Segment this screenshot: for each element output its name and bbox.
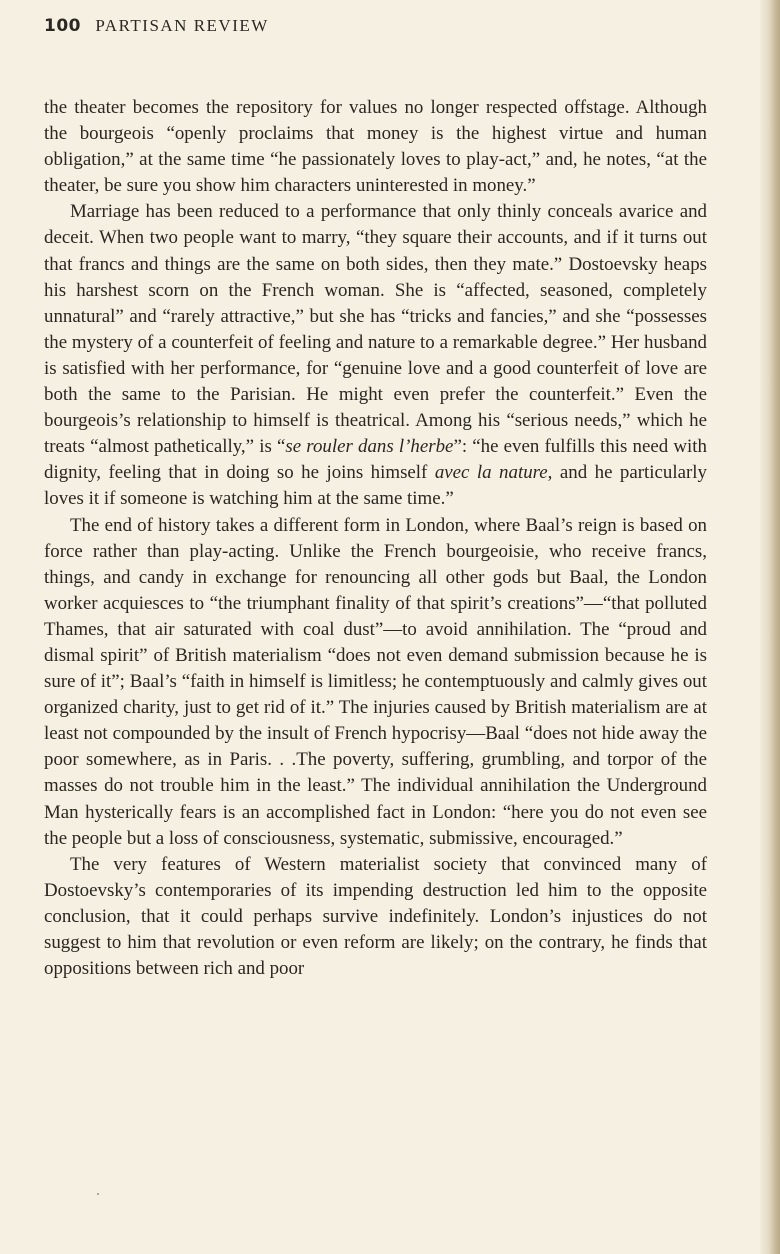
paragraph bbox=[44, 513, 707, 852]
text-run: the theater becomes the repository for values no longer respected offstage. Although the bourgeois “openly proclaims that money is the highest virtue and human obligation,” at the same time “he passionately loves to play-act,” and, he notes, “at the theater, be sure you show him characters uninterested in money.” bbox=[44, 97, 707, 197]
text-run: , and he particularly loves it if someone is watching him at the same time.” bbox=[44, 462, 707, 510]
running-head bbox=[44, 16, 269, 36]
page-speck bbox=[97, 1193, 99, 1195]
text-run: ”: “he even fulfills this need with dignity, feeling that in doing so he joins himself bbox=[44, 436, 707, 484]
text-run: Marriage has been reduced to a performance that only thinly conceals avarice and deceit. When two people want to marry, “they square their accounts, and if it turns out that francs and things are the same on both sides, then they mate.” Dostoevsky heaps his harshest scorn on the French woman. She is “affected, seasoned, completely unnatural” and “rarely attractive,” but she has “tricks and fancies,” and she “possesses the mystery of a counterfeit of feeling and nature to a remarkable degree.” Her husband is satisfied with her performance, for “genuine love and a good counterfeit of love are both the same to the Parisian. He might even prefer the counterfeit.” Even the bourgeois’s relationship to himself is theatrical. Among his “serious needs,” which he treats “almost pathetically,” is “ bbox=[44, 201, 707, 458]
text-run: The end of history takes a different form in London, where Baal’s reign is based on force rather than play-acting. Unlike the French bourgeoisie, who receive francs, things, and candy in exchange for renouncing all other gods but Baal, the London worker acquiesces to “the triumphant finality of that spirit’s creations”—“that polluted Thames, that air saturated with coal dust”—to avoid annihilation. The “proud and dismal spirit” of British materialism “does not even demand submission because he is sure of it”; Baal’s “faith in himself is limitless; he contemptuously and calmly gives out organized charity, just to get rid of it.” The injuries caused by British materialism are at least not compounded by the insult of French hypocrisy—Baal “does not hide away the poor somewhere, as in Paris. . .The poverty, suffering, grumbling, and torpor of the masses do not trouble him in the least.” The individual annihilation the Underground Man hysterically fears is an accomplished fact in London: “here you do not even see the people but a loss of consciousness, systematic, submissive, encouraged.” bbox=[44, 514, 707, 849]
italic-phrase: se rouler dans l’herbe bbox=[285, 436, 454, 458]
text-run: The very features of Western materialist society that convinced many of Dostoevsky’s contemporaries of its impending destruction led him to the opposite conclusion, that it could perhaps survive indefinitely. London’s injustices do not suggest to him that revolution or even reform are likely; on the contrary, he finds that oppositions between rich and poor bbox=[44, 853, 707, 980]
journal-title: PARTISAN REVIEW bbox=[95, 16, 269, 35]
paragraph bbox=[44, 852, 707, 982]
paragraph bbox=[44, 199, 707, 512]
italic-phrase: avec la nature bbox=[434, 462, 548, 484]
body-text bbox=[44, 95, 707, 982]
page-number: 100 bbox=[44, 16, 81, 36]
book-spine-shadow bbox=[760, 0, 780, 1254]
paragraph bbox=[44, 95, 707, 199]
